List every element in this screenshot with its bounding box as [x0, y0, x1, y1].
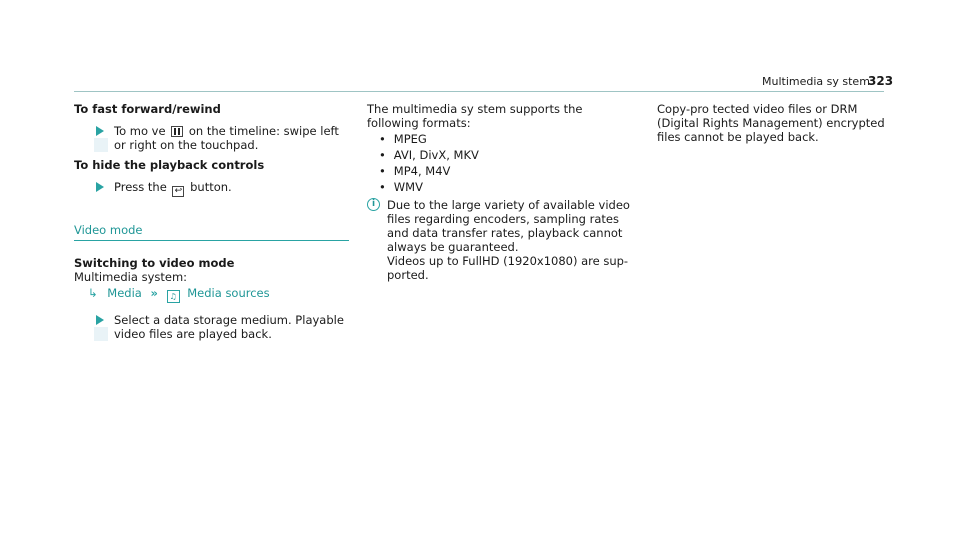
formats-intro: The multimedia sy stem supports the following formats:: [367, 102, 583, 130]
column-3: [657, 102, 897, 144]
list-item: • MP4, M4V: [379, 164, 632, 178]
media-sources-icon: ♫: [167, 290, 180, 303]
multimedia-system-line: Multimedia system:: [74, 270, 188, 284]
back-button-icon: ↩: [172, 186, 184, 197]
heading-hide-controls: To hide the playback controls: [74, 158, 265, 172]
drm-note: Copy-pro tected video files or DRM (Digital Rights Management) encrypted files cannot be played back.: [657, 102, 885, 144]
step-select-medium: [74, 313, 354, 341]
arrow-right-icon: [96, 182, 104, 192]
arrow-right-icon: [96, 126, 104, 136]
path-media-sources: Media sources: [187, 286, 270, 300]
step-marker: [94, 138, 108, 152]
section-rule: [74, 240, 349, 241]
heading-switch-video: Switching to video mode: [74, 256, 235, 270]
step-press-back: [74, 180, 354, 197]
list-item: • AVI, DivX, MKV: [379, 148, 632, 162]
note-text-1: Due to the large variety of available video files regarding encoders, sampling rates and data transfer rates, playback cannot always be guaranteed.: [387, 198, 630, 254]
double-chevron-icon: »: [150, 286, 158, 300]
enter-arrow-icon: ↳: [88, 286, 98, 300]
column-1: [74, 102, 354, 341]
path-media: Media: [107, 286, 142, 300]
arrow-right-icon: [96, 315, 104, 325]
step-move-timeline: [74, 124, 354, 152]
page-number: 323: [868, 74, 894, 88]
heading-fast-forward: To fast forward/rewind: [74, 102, 221, 116]
step-select-text: Select a data storage medium. Playable video files are played back.: [114, 313, 344, 341]
section-title-video-mode: Video mode: [74, 223, 143, 237]
info-icon: i: [367, 198, 380, 211]
header-rule: [74, 91, 884, 92]
running-header-title: Multimedia sy stem: [762, 75, 870, 88]
formats-list: [367, 132, 632, 194]
step-text-pre: To mo ve: [114, 124, 166, 138]
step-text-post: button.: [190, 180, 232, 194]
info-note: [367, 198, 632, 282]
step-marker: [94, 327, 108, 341]
menu-path: [74, 286, 354, 303]
list-item: • MPEG: [379, 132, 632, 146]
step-text-pre: Press the: [114, 180, 167, 194]
note-text-2: Videos up to FullHD (1920x1080) are sup- ported.: [387, 254, 629, 282]
list-item: • WMV: [379, 180, 632, 194]
pause-icon: [171, 126, 183, 137]
step-text-post: on the timeline: swipe left or right on the touchpad.: [114, 124, 339, 152]
column-2: [367, 102, 632, 282]
